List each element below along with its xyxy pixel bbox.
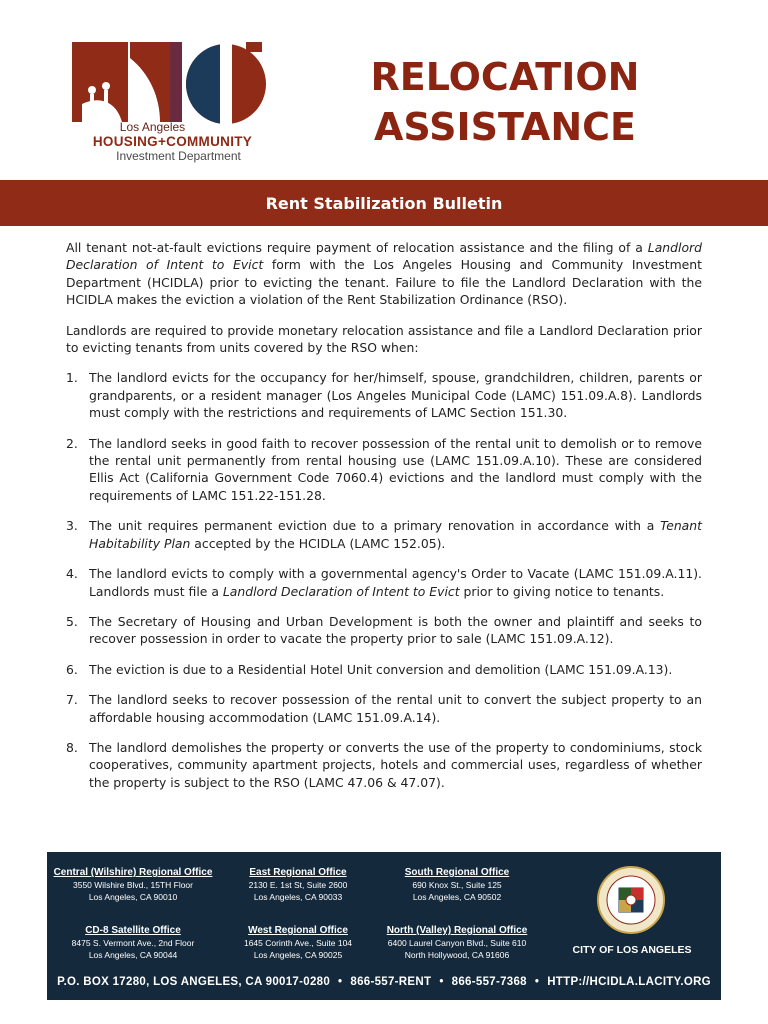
city-seal-icon — [597, 866, 665, 934]
logo-wordmark — [70, 120, 275, 163]
office-address-line-1: 8475 S. Vermont Ave., 2nd Floor — [71, 938, 195, 948]
list-item-text: The landlord demolishes the property or converts the use of the property to condominiums, stock cooperatives, community apartment projects, hotels and commercial uses, regardless of whether the property is subject to the RSO (LAMC 47.06 & 47.07). — [89, 739, 702, 790]
list-item-number: 2. — [66, 435, 78, 451]
bulletin-body — [66, 239, 702, 804]
intro-p1-text-b: form with the Los Angeles Housing and Community Investment Department (HCIDLA) prior to evicting the tenant. Failure to file the Landlord Declaration with the HCIDLA makes the eviction a violation of the Rent Stabilization Ordinance (RSO). — [66, 257, 703, 308]
separator-bullet: • — [439, 976, 444, 988]
separator-bullet: • — [534, 976, 540, 988]
list-item-number: 5. — [66, 613, 78, 629]
office-address-line-1: 690 Knox St., Suite 125 — [412, 880, 502, 890]
list-item-text: The landlord seeks to recover possession of the rental unit to convert the subject property to an affordable housing accommodation (LAMC 151.09.A.14). — [89, 692, 702, 725]
list-item-number: 8. — [66, 739, 78, 755]
office-north-valley — [369, 924, 545, 961]
list-item-text: The landlord evicts for the occupancy for her/himself, spouse, grandchildren, children, parents or grandparents, or a resident manager (Los Angeles Municipal Code (LAMC) 151.09.A.8). Landlords must comply with the restrictions and requirements of LAMC Section 151.30. — [89, 370, 702, 421]
list-item-number: 1. — [66, 370, 78, 386]
list-item-emphasis: Landlord Declaration of Intent to Evict — [222, 583, 460, 599]
footer-offices-panel — [47, 852, 721, 1000]
office-name: North (Valley) Regional Office — [386, 925, 528, 936]
office-central — [53, 866, 213, 903]
page-title — [320, 52, 690, 152]
logo-line-investment-department: Investment Department — [116, 149, 241, 163]
eviction-conditions-list — [66, 369, 702, 791]
logo-line-housing-community: HOUSING+COMMUNITY — [92, 134, 253, 149]
office-name: South Regional Office — [404, 867, 510, 878]
separator-bullet: • — [338, 976, 343, 988]
title-line-2: ASSISTANCE — [374, 105, 636, 149]
office-address-line-1: 6400 Laurel Canyon Blvd., Suite 610 — [387, 938, 527, 948]
office-cd8-satellite — [53, 924, 213, 961]
list-item — [66, 565, 702, 600]
phone-number: 866-557-7368 — [451, 976, 527, 988]
list-item-text-tail: prior to giving notice to tenants. — [459, 583, 665, 599]
list-item — [66, 661, 702, 678]
contact-bar — [47, 976, 721, 988]
intro-p1-text-a: All tenant not-at-fault evictions require payment of relocation assistance and the filing of a — [66, 240, 648, 255]
list-item — [66, 435, 702, 505]
city-of-los-angeles-label: CITY OF LOS ANGELES — [572, 944, 692, 956]
intro-paragraph-2: Landlords are required to provide monetary relocation assistance and file a Landlord Declaration prior to evicting tenants from units covered by the RSO when: — [66, 322, 702, 356]
list-item-number: 7. — [66, 692, 78, 708]
bulletin-banner — [0, 180, 768, 226]
banner-text: Rent Stabilization Bulletin — [265, 193, 503, 213]
office-address-line-1: 1645 Corinth Ave., Suite 104 — [243, 938, 353, 948]
office-east — [223, 866, 373, 903]
office-address-line-2: North Hollywood, CA 91606 — [404, 950, 510, 960]
office-name: Central (Wilshire) Regional Office — [53, 867, 213, 878]
list-item-text: The Secretary of Housing and Urban Development is both the owner and plaintiff and seeks to recover possession in order to vacate the property prior to sale (LAMC 151.09.A.12). — [89, 613, 702, 647]
office-address-line-2: Los Angeles, CA 90010 — [88, 892, 178, 902]
list-item — [66, 517, 702, 552]
office-address-line-2: Los Angeles, CA 90025 — [253, 950, 343, 960]
list-item-number: 6. — [66, 661, 78, 677]
list-item-text: The eviction is due to a Residential Hotel Unit conversion and demolition (LAMC 151.09.A.13). — [89, 661, 673, 677]
list-item — [66, 613, 702, 648]
intro-p1-emphasis: Landlord Declaration of Intent to Evict — [66, 240, 702, 273]
list-item-number: 4. — [66, 566, 78, 582]
office-address-line-2: Los Angeles, CA 90502 — [412, 892, 502, 902]
office-address-line-1: 2130 E. 1st St, Suite 2600 — [248, 880, 348, 890]
list-item — [66, 739, 702, 791]
phone-rent: 866-557-RENT — [350, 976, 432, 988]
website-link[interactable]: HTTP://HCIDLA.LACITY.ORG — [547, 976, 711, 988]
logo-line-los-angeles: Los Angeles — [119, 120, 186, 134]
office-address-line-2: Los Angeles, CA 90044 — [88, 950, 178, 960]
list-item — [66, 691, 702, 726]
office-address-line-2: Los Angeles, CA 90033 — [253, 892, 343, 902]
list-item-emphasis: Tenant Habitability Plan — [89, 518, 702, 551]
list-item-text: The landlord evicts to comply with a governmental agency's Order to Vacate (LAMC 151.09.A.11). Landlords must file a — [89, 566, 702, 599]
list-item — [66, 369, 702, 421]
title-line-1: RELOCATION — [370, 55, 640, 99]
list-item-text-tail: accepted by the HCIDLA (LAMC 152.05). — [190, 535, 446, 551]
list-item-text: The landlord seeks in good faith to recover possession of the rental unit to demolish or to remove the rental unit permanently from rental housing use (LAMC 151.09.A.10). These are considered Ellis Act (California Government Code 7060.4) evictions and the landlord must comply with the requirements of LAMC 151.22-151.28. — [89, 435, 702, 503]
office-name: West Regional Office — [248, 925, 348, 936]
office-west — [223, 924, 373, 961]
list-item-text: The unit requires permanent eviction due to a primary renovation in accordance with a — [89, 518, 661, 534]
intro-paragraph-1 — [66, 239, 702, 309]
po-box: P.O. BOX 17280, LOS ANGELES, CA 90017-0280 — [57, 976, 331, 988]
office-name: East Regional Office — [249, 867, 347, 878]
office-address-line-1: 3550 Wilshire Blvd., 15TH Floor — [73, 880, 193, 890]
list-item-number: 3. — [66, 518, 78, 534]
office-south — [377, 866, 537, 903]
office-name: CD-8 Satellite Office — [85, 925, 181, 936]
